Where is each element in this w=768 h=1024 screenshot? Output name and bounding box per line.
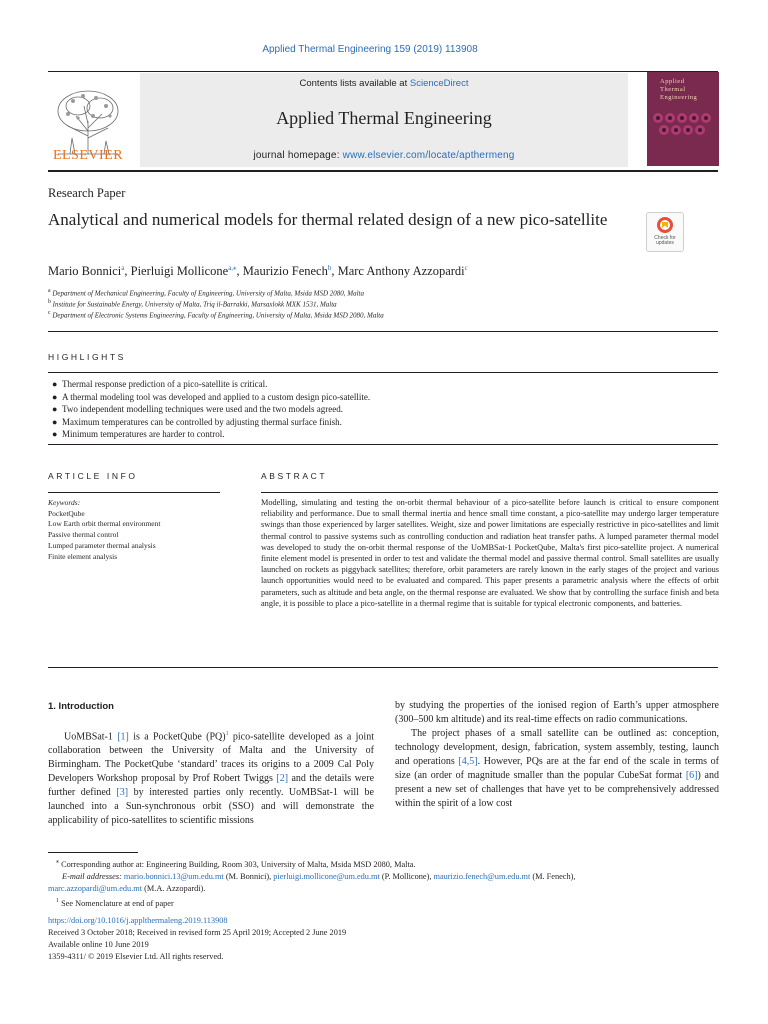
paper-title: Analytical and numerical models for thermal related design of a new pico-satellite (48, 210, 608, 229)
abstract-rule (261, 492, 718, 493)
corresponding-author-note: ⁎ Corresponding author at: Engineering Building, Room 303, University of Malta, Msida MSD 2080, Malta. (56, 859, 416, 869)
author-name[interactable]: Marc Anthony Azzopardi (337, 264, 465, 279)
footnote-marker[interactable]: 1 (225, 731, 229, 737)
author-affiliation-marker[interactable]: a (121, 264, 125, 272)
affiliation: $^b$ Institute for Sustainable Energy, University of Malta, Triq il-Barrakki, Marsaxlokk MXK 1531, Malta (48, 299, 337, 309)
footnote-rule (48, 852, 138, 853)
abstract-text: Modelling, simulating and testing the on-orbit thermal behaviour of a pico-satellite before launch is critical to ensure component reliability and performance. Due to small thermal inertia and hence small time constant, a pico-satellite may undergo larger temperature swings than those experienced by larger satellites. Weight, size and power limitations are especially restrictive in pico-satellites and limit thermal control to passive systems such as controlling conduction and radiation heat transfer paths. A lumped parameter thermal model was developed to study the on-orbit thermal response of the UoMBSat-1 PocketQube, Malta's first pico-satellite project. A numerical finite element model is presented in order to test and validate the thermal model and passive thermal control. Small satellites are usually launched on rockets as piggyback satellites; therefore, orbit parameters are rarely known in the early stages of the project and various launch opportunities would need to be evaluated and compared. This paper presents a parametric analysis where the effects of orbit parameters, such as altitude and beta angle, on the thermal response are evaluated. We show that by controlling the surface finish and beta angle, it is possible to place a pico-satellite in a thermal regime that is suitable for typical electronic components, and batteries. (261, 498, 719, 608)
body-column-right (395, 699, 719, 811)
article-info-rule (48, 492, 220, 493)
homepage-link[interactable]: www.elsevier.com/locate/apthermeng (342, 150, 515, 161)
highlight-item: ● Maximum temperatures can be controlled by adjusting thermal surface finish. (52, 416, 342, 427)
keyword: Finite element analysis (48, 551, 118, 561)
highlights-list (48, 378, 370, 441)
highlights-heading: HIGHLIGHTS (48, 352, 126, 362)
paragraph: UoMBSat-1 [1] is a PocketQube (PQ)$^1$ pico-satellite developed as a joint collaboration between the University of Malta and the University of Birmingham. The PocketQube ‘standard’ traces its origins to a 2009 Cal Poly Developers Workshop proposal by Prof Robert Twiggs [2] and the details were further defined [3] by interested parties only recently. UoMBSat-1 will be launched into a Sun-synchronous orbit (SSO) and will demonstrate the applicability of pico-satellites to scientific missions (48, 731, 375, 827)
author-name[interactable]: Maurizio Fenech (242, 264, 328, 279)
paragraph: by studying the properties of the ionised region of Earth’s upper atmosphere (300–500 km altitude) and its real-time effects on radio communications. (395, 700, 719, 725)
cover-pattern (652, 110, 714, 140)
header-top-rule (48, 71, 718, 72)
article-footer (48, 915, 346, 963)
paragraph: The project phases of a small satellite can be outlined as: conception, technology development, design, fabrication, system assembly, testing, launch and operations [4,5]. However, PQs are at the far end of the scale in terms of size (an order of magnitude smaller than the popular CubeSat format [6]) and present a new set of challenges that have yet to be comprehensively addressed within the spirit of a low cost (395, 728, 720, 809)
abstract-bottom-rule (48, 667, 718, 668)
section-rule (48, 331, 718, 332)
highlights-top-rule (48, 372, 718, 373)
paper-type: Research Paper (48, 186, 126, 200)
journal-homepage: journal homepage: www.elsevier.com/locate/apthermeng (253, 150, 515, 161)
email-link[interactable]: mario.bonnici.13@um.edu.mt (123, 871, 224, 881)
author-list: Mario Bonnici$^a$, Pierluigi Mollicone$^{a,⁎}$, Maurizio Fenech$^b$, Marc Anthony Azzopardi$^c$ (48, 264, 468, 279)
keywords-label: Keywords: (48, 498, 81, 507)
citation-link[interactable]: [1] (117, 731, 129, 743)
citation-link[interactable]: [6] (685, 770, 698, 781)
sciencedirect-link[interactable]: ScienceDirect (409, 78, 469, 89)
author-name[interactable]: Mario Bonnici (48, 264, 122, 279)
keyword: Passive thermal control (48, 530, 119, 540)
keyword: PocketQube (48, 508, 85, 518)
email-link[interactable]: pierluigi.mollicone@um.edu.mt (273, 871, 380, 881)
citation-link[interactable]: [2] (276, 773, 289, 785)
author-affiliation-marker[interactable]: a,⁎ (228, 264, 237, 272)
affiliation: $^a$ Department of Mechanical Engineering, Faculty of Engineering, University of Malta, Msida MSD 2080, Malta (48, 288, 364, 298)
check-for-updates-button[interactable] (646, 212, 684, 252)
highlights-bottom-rule (48, 444, 718, 445)
citation-link[interactable]: [4,5] (458, 756, 478, 767)
available-online: Available online 10 June 2019 (48, 940, 149, 949)
keyword: Low Earth orbit thermal environment (48, 519, 161, 529)
copyright: 1359-4311/ © 2019 Elsevier Ltd. All rights reserved. (48, 952, 224, 961)
received-dates: Received 3 October 2018; Received in revised form 25 April 2019; Accepted 2 June 2019 (48, 928, 347, 937)
elsevier-wordmark: ELSEVIER (52, 148, 124, 163)
email-addresses-cont: marc.azzopardi@um.edu.mt (M.A. Azzopardi). (48, 883, 206, 893)
email-link[interactable]: maurizio.fenech@um.edu.mt (433, 871, 531, 881)
section-heading: 1. Introduction (48, 701, 114, 712)
keyword: Lumped parameter thermal analysis (48, 540, 156, 550)
check-for-updates-label: Check for updates (654, 235, 676, 246)
abstract-heading: ABSTRACT (261, 471, 328, 481)
footnote-1: $^1$ See Nomenclature at end of paper (56, 897, 174, 908)
highlight-item: ● Minimum temperatures are harder to control. (52, 429, 225, 439)
body-column-left (48, 727, 374, 828)
contents-available: Contents lists available at ScienceDirect (299, 78, 469, 89)
journal-name: Applied Thermal Engineering (276, 108, 492, 128)
author-name[interactable]: Pierluigi Mollicone (130, 264, 229, 279)
header-bottom-rule (48, 170, 718, 172)
footnotes (48, 856, 718, 910)
highlight-item: ● Two independent modelling techniques were used and the two models agreed. (52, 404, 344, 414)
journal-reference[interactable]: Applied Thermal Engineering 159 (2019) 113908 (262, 44, 478, 55)
affiliation: $^c$ Department of Electronic Systems Engineering, Faculty of Engineering, University of Malta, Msida MSD 2080, Malta (48, 310, 384, 320)
cover-title: Applied Thermal Engineering (660, 78, 698, 101)
author-affiliation-marker[interactable]: b (327, 264, 332, 272)
email-link[interactable]: marc.azzopardi@um.edu.mt (48, 883, 143, 893)
highlight-item: ● Thermal response prediction of a pico-satellite is critical. (52, 379, 268, 389)
citation-link[interactable]: [3] (116, 787, 129, 799)
author-affiliation-marker[interactable]: c (464, 264, 468, 272)
doi-link[interactable]: https://doi.org/10.1016/j.applthermaleng.2019.113908 (48, 916, 228, 925)
highlight-item: ● A thermal modeling tool was developed and applied to a custom design pico-satellite. (52, 391, 371, 402)
keywords-block (48, 498, 160, 562)
article-info-heading: ARTICLE INFO (48, 471, 138, 481)
email-addresses: E-mail addresses: mario.bonnici.13@um.edu.mt (M. Bonnici), pierluigi.mollicone@um.edu.mt (P. Mollicone), maurizio.fenech@um.edu.mt (M. Fenech), (62, 871, 576, 881)
check-updates-icon (647, 213, 683, 237)
